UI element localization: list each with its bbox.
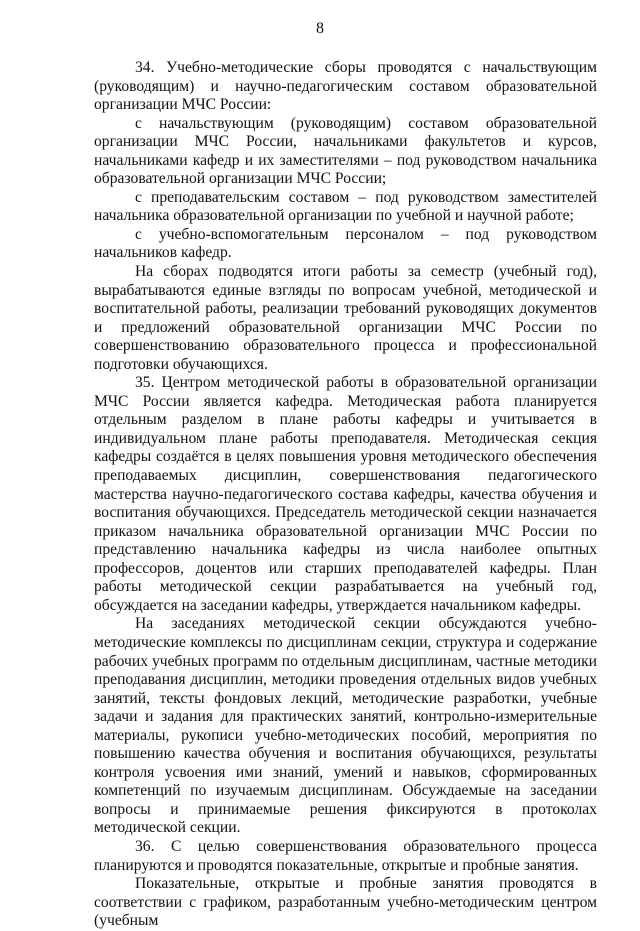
paragraph-35: 35. Центром методической работы в образовательной организации МЧС России является кафедра. Методическая работа планируется отдельным разделом в плане работы кафедры и учитывается в индивидуальном плане работы преподавателя. Методическая секция кафедры создаётся в целях повышения уровня методического обеспечения преподаваемых дисциплин, совершенствования педагогического мастерства научно-педагогического состава кафедры, качества обучения и воспитания обучающихся. Председатель методической секции назначается приказом начальника образовательной организации МЧС России по представлению начальника кафедры из числа наиболее опытных профессоров, доцентов или старших преподавателей кафедры. План работы методической секции разрабатывается на учебный год, обсуждается на заседании кафедры, утверждается начальником кафедры.	[94, 374, 597, 614]
paragraph-36: 36. С целью совершенствования образовательного процесса планируются и проводятся показательные, открытые и пробные занятия.	[94, 837, 597, 874]
page-number: 8	[316, 20, 324, 37]
paragraph-34: 34. Учебно-методические сборы проводятся с начальствующим (руководящим) и научно-педагогическим составом образовательной организации МЧС России:	[94, 59, 597, 114]
paragraph-leadership-staff: с начальствующим (руководящим) составом образовательной организации МЧС России, начальниками факультетов и курсов, начальниками кафедр и их заместителями – под руководством начальника образовательной организации МЧС России;	[94, 114, 597, 188]
paragraph-demo-classes: Показательные, открытые и пробные занятия проводятся в соответствии с графиком, разработанным учебно-методическим центром (учебным	[94, 875, 597, 930]
document-body	[94, 59, 597, 931]
paragraph-teaching-staff: с преподавательским составом – под руководством заместителей начальника образовательной организации по учебной и научной работе;	[94, 188, 597, 225]
paragraph-section-meetings: На заседаниях методической секции обсуждаются учебно-методические комплексы по дисциплинам секции, структура и содержание рабочих учебных программ по отдельным дисциплинам, частные методики преподавания дисциплин, методики проведения отдельных видов учебных занятий, тексты фондовых лекций, методические разработки, учебные задачи и задания для практических занятий, контрольно-измерительные материалы, рукописи учебно-методических пособий, мероприятия по повышению качества обучения и воспитания обучающихся, результаты контроля усвоения ими знаний, умений и навыков, сформированных компетенций по изучаемым дисциплинам. Обсуждаемые на заседании вопросы и принимаемые решения фиксируются в протоколах методической секции.	[94, 615, 597, 837]
paragraph-support-staff: с учебно-вспомогательным персоналом – под руководством начальников кафедр.	[94, 225, 597, 262]
paragraph-meeting-results: На сборах подводятся итоги работы за семестр (учебный год), вырабатываются единые взгляды по вопросам учебной, методической и воспитательной работы, реализации требований руководящих документов и предложений образовательной организации МЧС России по совершенствованию образовательного процесса и профессиональной подготовки обучающихся.	[94, 263, 597, 373]
